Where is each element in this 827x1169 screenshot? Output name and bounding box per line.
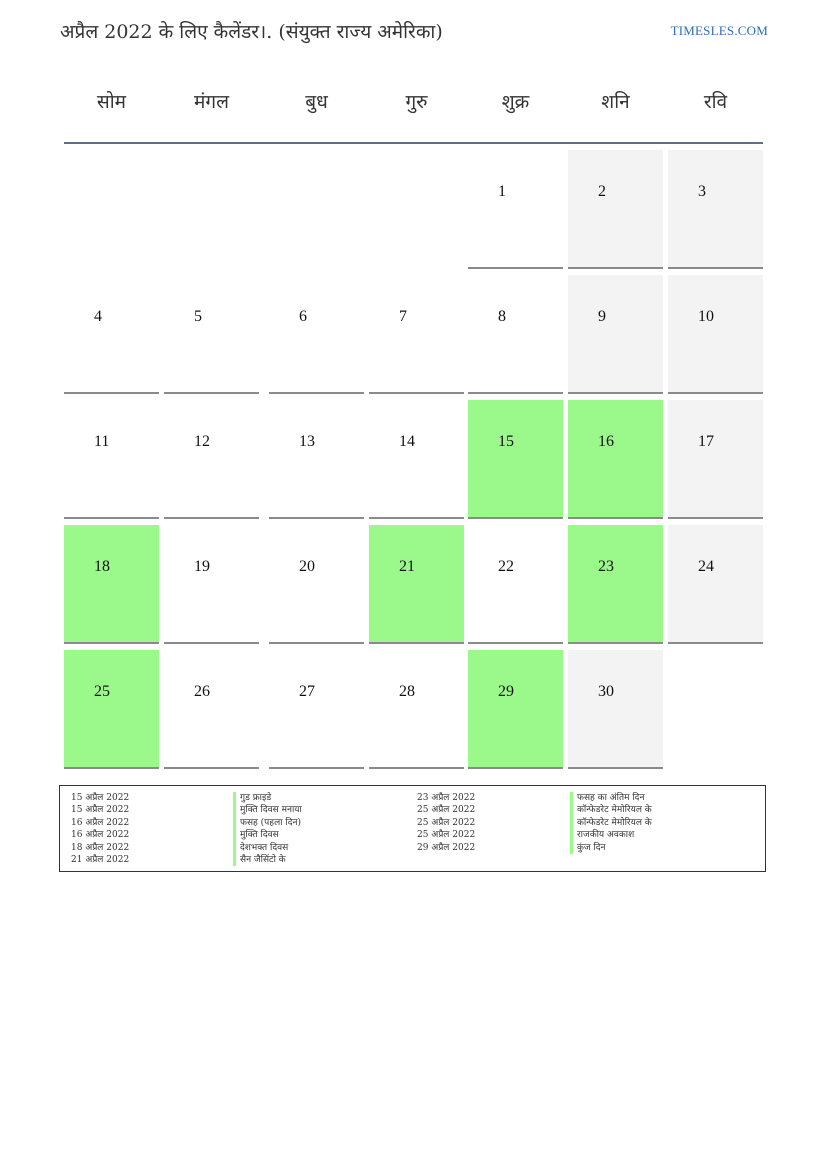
legend-names-left [233,792,302,866]
day-cell-20[interactable] [269,525,364,644]
day-cell-4[interactable] [64,275,159,394]
weekday-header-5: शनि [601,91,630,113]
day-cell-10[interactable] [668,275,763,394]
site-link[interactable]: TIMESLES.COM [670,23,768,38]
legend-date: 18 अप्रैल 2022 [71,842,130,853]
day-number: 23 [598,558,614,575]
legend-names-right [570,792,652,854]
weekday-header-1: मंगल [194,91,229,113]
day-cell-13[interactable] [269,400,364,519]
day-cell-30[interactable] [568,650,663,769]
day-number: 20 [299,558,315,575]
legend-date: 29 अप्रैल 2022 [417,842,476,853]
header-divider [64,142,763,144]
day-number: 24 [698,558,714,575]
day-cell-12[interactable] [164,400,259,519]
day-cell-14[interactable] [369,400,464,519]
day-number: 25 [94,683,110,700]
day-number: 8 [498,308,506,325]
day-number: 1 [498,183,506,200]
weekday-header-3: गुरु [405,91,428,113]
legend-date: 25 अप्रैल 2022 [417,817,476,828]
legend-holiday-name: सैन जैसिंटो के [233,854,302,866]
day-cell-19[interactable] [164,525,259,644]
day-cell-7[interactable] [369,275,464,394]
legend-holiday-name: मुक्ति दिवस मनाया [233,804,302,816]
day-cell-1[interactable] [468,150,563,269]
legend-holiday-name: फसह का अंतिम दिन [570,792,652,804]
weekday-header-2: बुध [305,91,328,113]
day-cell-18[interactable] [64,525,159,644]
day-cell-2[interactable] [568,150,663,269]
day-number: 10 [698,308,714,325]
day-cell-25[interactable] [64,650,159,769]
day-number: 9 [598,308,606,325]
day-cell-21[interactable] [369,525,464,644]
legend-date: 25 अप्रैल 2022 [417,805,476,816]
day-cell-16[interactable] [568,400,663,519]
day-number: 4 [94,308,102,325]
day-cell-11[interactable] [64,400,159,519]
day-cell-6[interactable] [269,275,364,394]
day-cell-26[interactable] [164,650,259,769]
empty-cell [668,650,763,769]
day-cell-23[interactable] [568,525,663,644]
day-cell-27[interactable] [269,650,364,769]
empty-cell [369,150,464,269]
legend-holiday-name: गुड फ्राइडे [233,792,302,804]
day-cell-8[interactable] [468,275,563,394]
legend-holiday-name: कॉन्फेडरेट मेमोरियल के [570,817,652,829]
day-cell-24[interactable] [668,525,763,644]
day-number: 29 [498,683,514,700]
day-number: 30 [598,683,614,700]
empty-cell [64,150,159,269]
legend-holiday-name: फसह (पहला दिन) [233,817,302,829]
day-cell-3[interactable] [668,150,763,269]
day-number: 13 [299,433,315,450]
legend-date: 15 अप्रैल 2022 [71,805,130,816]
weekday-header [64,88,763,118]
day-cell-28[interactable] [369,650,464,769]
day-cell-15[interactable] [468,400,563,519]
weekday-header-0: सोम [96,91,127,113]
legend-holiday-name: देशभक्त दिवस [233,842,302,854]
day-number: 3 [698,183,706,200]
legend-holiday-name: कॉन्फेडरेट मेमोरियल के [570,804,652,816]
legend-date: 15 अप्रैल 2022 [71,793,130,803]
legend-dates-right [417,792,475,854]
day-number: 12 [194,433,210,450]
empty-cell [269,150,364,269]
page-title: अप्रैल 2022 के लिए कैलेंडर।. (संयुक्त राज्य अमेरिका) [60,21,443,43]
day-cell-29[interactable] [468,650,563,769]
day-cell-9[interactable] [568,275,663,394]
day-number: 15 [498,433,514,450]
legend-holiday-name: मुक्ति दिवस [233,829,302,841]
day-cell-22[interactable] [468,525,563,644]
legend-date: 23 अप्रैल 2022 [417,793,476,803]
day-number: 7 [399,308,407,325]
legend-date: 21 अप्रैल 2022 [71,855,130,866]
weekday-header-4: शुक्र [501,91,530,113]
day-number: 26 [194,683,210,700]
day-number: 11 [94,433,110,450]
weekday-header-6: रवि [703,91,728,113]
legend-holiday-name: कुंज दिन [570,842,652,854]
day-number: 16 [598,433,614,450]
day-number: 19 [194,558,210,575]
day-number: 18 [94,558,110,575]
empty-cell [164,150,259,269]
legend-dates-left [71,792,129,866]
legend-holiday-name: राजकीय अवकाश [570,829,652,841]
day-number: 21 [399,558,415,575]
day-number: 5 [194,308,202,325]
legend-date: 16 अप्रैल 2022 [71,830,130,841]
day-number: 22 [498,558,514,575]
holiday-legend [59,785,766,872]
legend-date: 16 अप्रैल 2022 [71,817,130,828]
legend-date: 25 अप्रैल 2022 [417,830,476,841]
day-cell-17[interactable] [668,400,763,519]
day-cell-5[interactable] [164,275,259,394]
day-number: 6 [299,308,307,325]
day-number: 2 [598,183,606,200]
day-number: 14 [399,433,415,450]
day-number: 27 [299,683,315,700]
day-number: 28 [399,683,415,700]
day-number: 17 [698,433,714,450]
